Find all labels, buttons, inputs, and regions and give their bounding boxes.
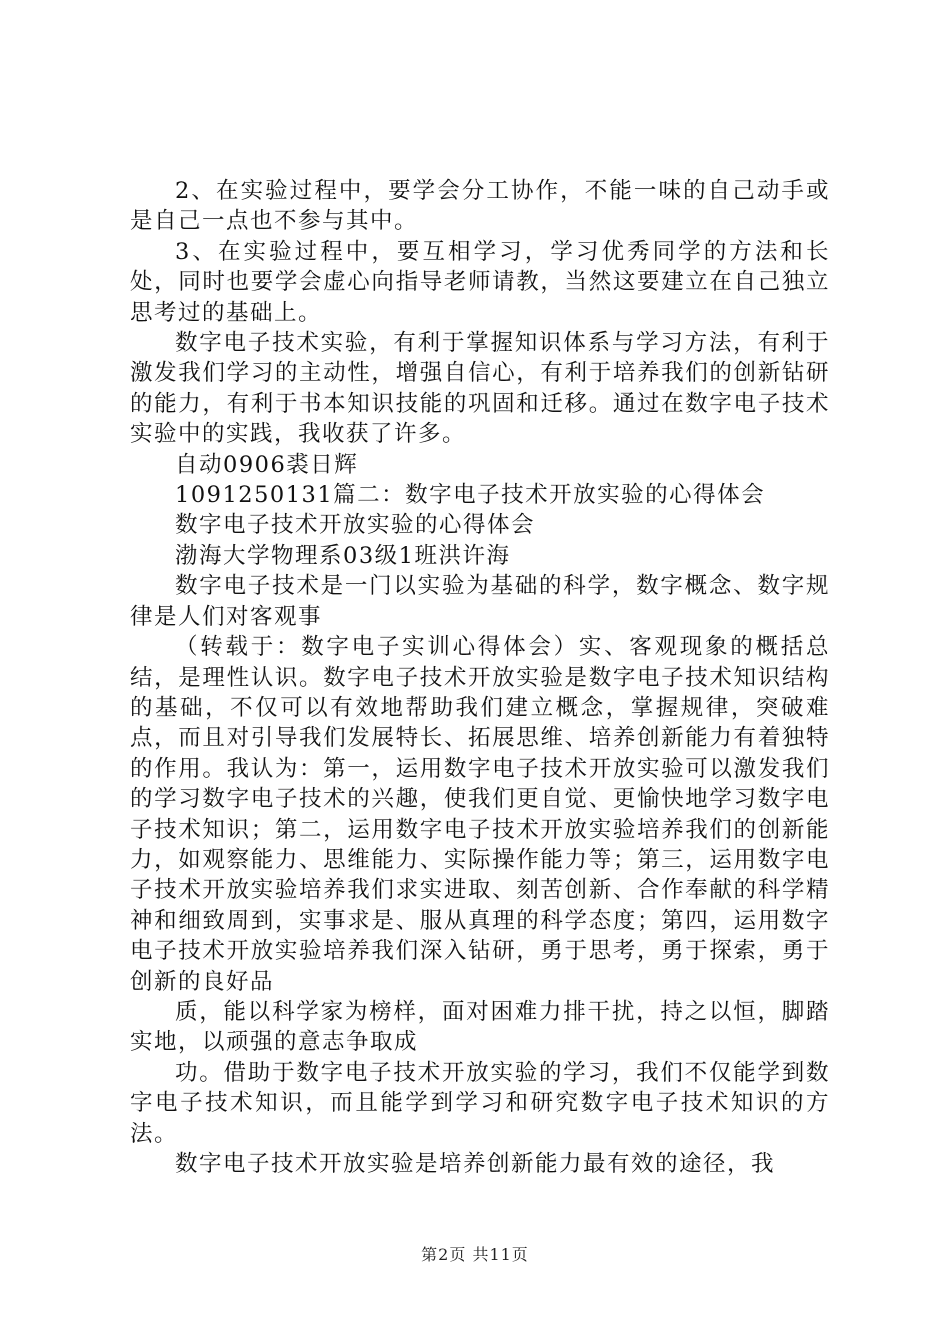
page-number: 第2页 共11页 bbox=[421, 1245, 529, 1264]
paragraph-8: 数字电子技术开放实验是培养创新能力最有效的途径，我 bbox=[175, 1151, 776, 1177]
paragraph-7: 功。借助于数字电子技术开放实验的学习，我们不仅能学到数字电子技术知识，而且能学到学习和研究数字电子技术知识的方法。 bbox=[130, 1059, 830, 1147]
paragraph-6: 质，能以科学家为榜样，面对困难力排干扰，持之以恒，脚踏实地，以顽强的意志争取成 bbox=[130, 998, 830, 1056]
article-author: 渤海大学物理系03级1班洪许海 bbox=[175, 542, 511, 569]
article-title: 数字电子技术开放实验的心得体会 bbox=[175, 512, 536, 539]
paragraph-5: （转载于：数字电子实训心得体会）实、客观现象的概括总结，是理性认识。数字电子技术开放实验是数字电子技术知识结构的基础，不仅可以有效地帮助我们建立概念，掌握规律，突破难点，而且对引导我们发展特长、拓展思维、培养创新能力有着独特的作用。我认为：第一，运用数字电子技术开放实验可以激发我们的学习数字电子技术的兴趣，使我们更自觉、更愉快地学习数字电子技术知识；第二，运用数字电子技术开放实验培养我们的创新能力，如观察能力、思维能力、实际操作能力等；第三，运用数字电子技术开放实验培养我们求实进取、刻苦创新、合作奉献的科学精神和细致周到，实事求是、服从真理的科学态度；第四，运用数字电子技术开放实验培养我们深入钻研，勇于思考，勇于探索，勇于创新的良好品 bbox=[130, 634, 830, 995]
paragraph-1: 2、在实验过程中，要学会分工协作，不能一味的自己动手或是自己一点也不参与其中。 bbox=[130, 178, 830, 235]
section-heading-line: 1091250131篇二：数字电子技术开放实验的心得体会 bbox=[175, 482, 766, 509]
author-line: 自动0906裘日辉 bbox=[175, 451, 359, 478]
paragraph-2: 3、在实验过程中，要互相学习，学习优秀同学的方法和长处，同时也要学会虚心向指导老师请教，当然这要建立在自己独立思考过的基础上。 bbox=[130, 238, 830, 326]
paragraph-3: 数字电子技术实验，有利于掌握知识体系与学习方法，有利于激发我们学习的主动性，增强自信心，有利于培养我们的创新钻研的能力，有利于书本知识技能的巩固和迁移。通过在数字电子技术实验中的实践，我收获了许多。 bbox=[130, 330, 830, 448]
paragraph-4: 数字电子技术是一门以实验为基础的科学，数字概念、数字规律是人们对客观事 bbox=[130, 573, 830, 630]
document-body bbox=[130, 176, 830, 1179]
